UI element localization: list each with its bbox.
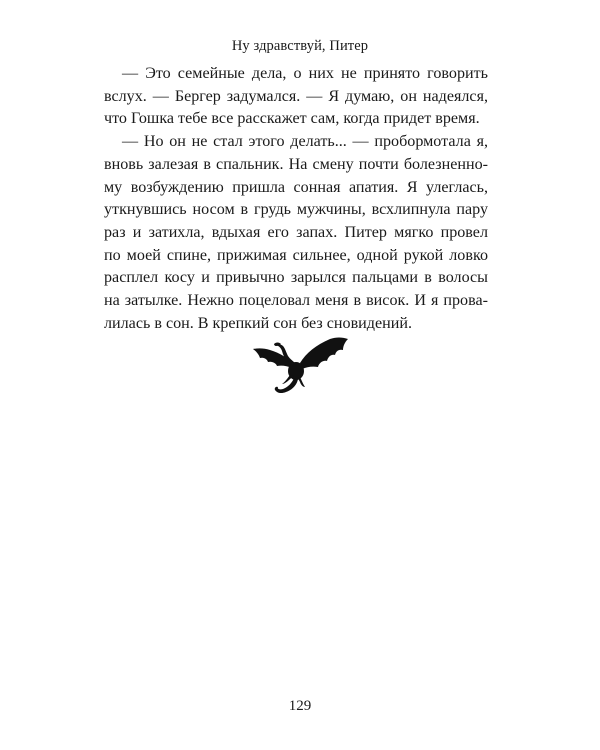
text-line: раз и затихла, вдыхая его запах. Питер мягко провел — [104, 223, 488, 241]
text-line: уткнувшись носом в грудь мужчины, всхлипнула пару — [104, 201, 488, 219]
text-line: вновь залезая в спальник. На смену почти болезненно- — [104, 155, 488, 173]
running-head: Ну здравствуй, Питер — [231, 38, 369, 54]
text-line: — Но он не стал этого делать... — пробормотала я, — [122, 133, 488, 151]
text-line: му возбуждению пришла сонная апатия. Я улеглась, — [104, 178, 488, 196]
text-line: по моей спине, прижимая сильнее, одной рукой ловко — [104, 246, 488, 264]
text-line: что Гошка тебе все расскажет сам, когда придет время. — [104, 110, 480, 128]
text-line: расплел косу и привычно зарылся пальцами в волосы — [104, 269, 488, 287]
text-line: лилась в сон. В крепкий сон без сновидений. — [104, 314, 412, 332]
text-line: на затылке. Нежно поцеловал меня в висок. И я прова- — [104, 292, 488, 310]
page-number: 129 — [288, 698, 312, 714]
body-text — [104, 63, 488, 335]
dragon-icon — [250, 333, 350, 399]
text-line: вслух. — Бергер задумался. — Я думаю, он надеялся, — [104, 87, 488, 105]
text-line: — Это семейные дела, о них не принято говорить — [122, 65, 488, 82]
